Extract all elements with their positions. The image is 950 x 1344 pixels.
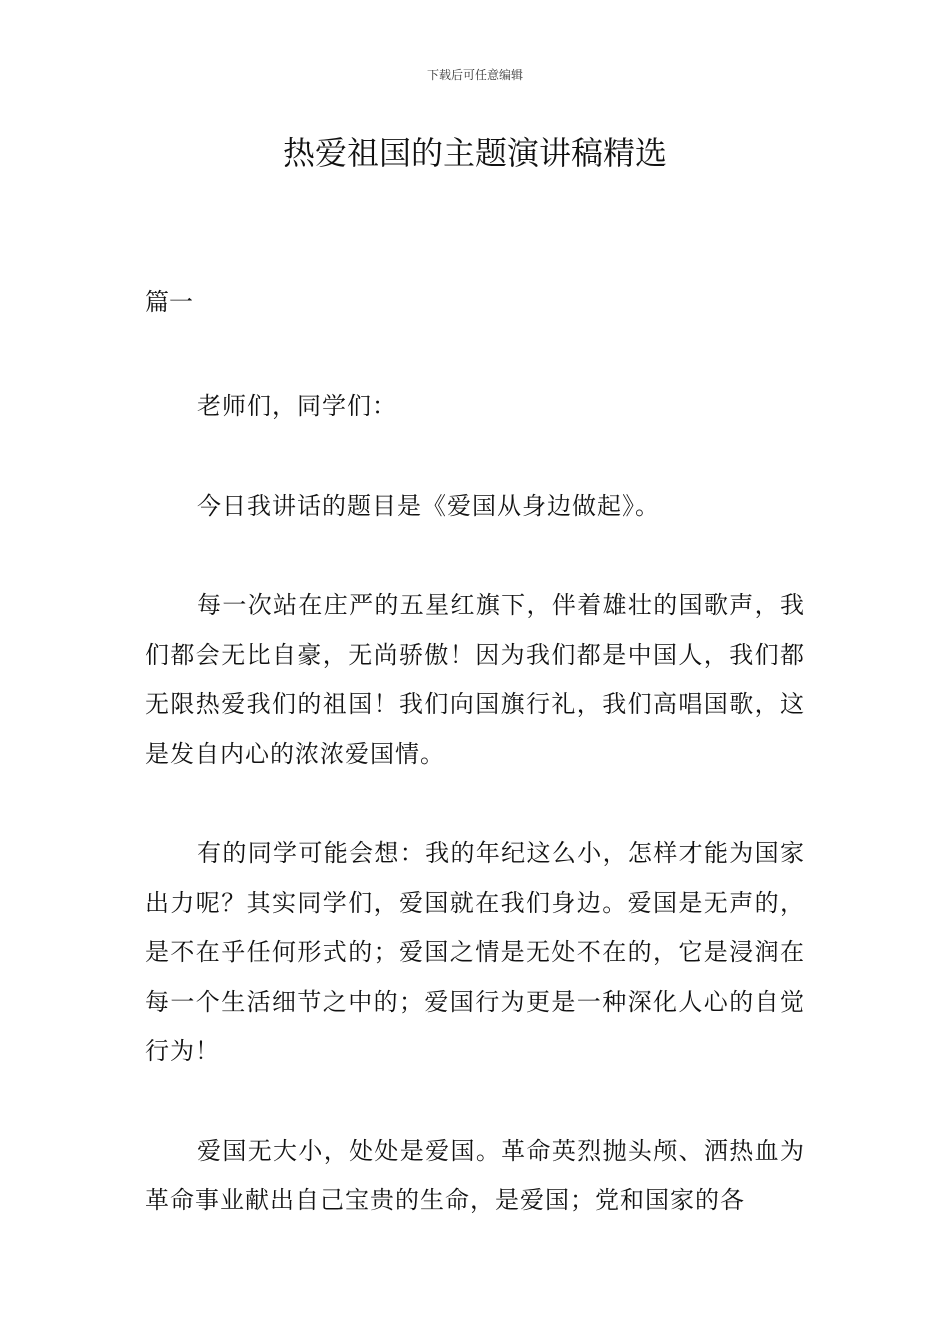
paragraph-flag: 每一次站在庄严的五星红旗下，伴着雄壮的国歌声，我们都会无比自豪，无尚骄傲！因为我们都是中国人，我们都无限热爱我们的祖国！我们向国旗行礼，我们高唱国歌，这是发自内心的浓浓爱国情。 bbox=[145, 591, 805, 768]
section-label: 篇一 bbox=[145, 288, 193, 316]
header-note: 下载后可任意编辑 bbox=[426, 68, 523, 82]
document-body bbox=[145, 382, 805, 1276]
paragraph-greeting: 老师们，同学们： bbox=[197, 392, 397, 420]
document-title: 热爱祖国的主题演讲稿精选 bbox=[282, 134, 667, 172]
paragraph-topic: 今日我讲话的题目是《爱国从身边做起》。 bbox=[197, 491, 660, 520]
paragraph-patriotism-everywhere: 爱国无大小，处处是爱国。革命英烈抛头颅、洒热血为革命事业献出自己宝贵的生命，是爱国；党和国家的各 bbox=[145, 1136, 805, 1214]
paragraph-patriotism-nearby: 有的同学可能会想：我的年纪这么小，怎样才能为国家出力呢？其实同学们，爱国就在我们身边。爱国是无声的，是不在乎任何形式的；爱国之情是无处不在的，它是浸润在每一个生活细节之中的；爱国行为更是一种深化人心的自觉行为！ bbox=[145, 839, 805, 1065]
